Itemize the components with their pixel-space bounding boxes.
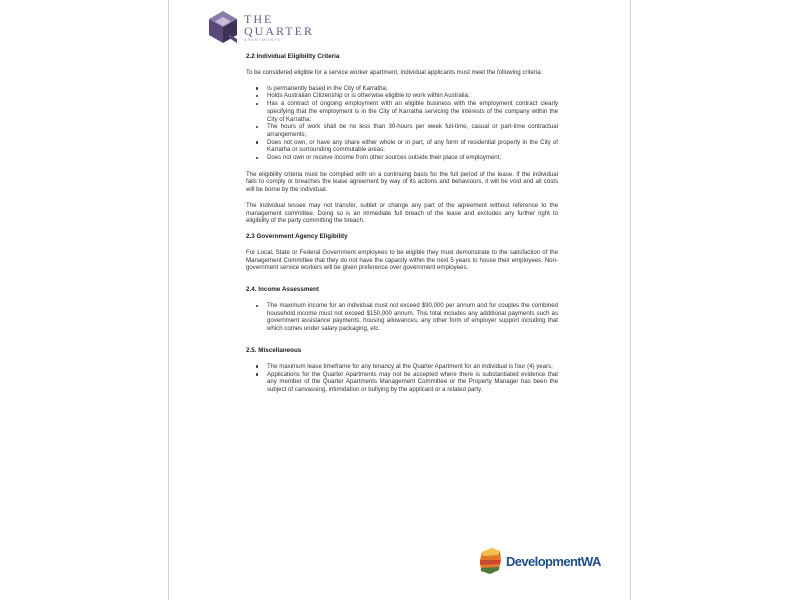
list-item: The maximum income for an individual must not exceed $90,000 per annum and for couples the combined household income must not exceed $150,000 annum. This total includes any additional payments such as government assistance payments, housing allowances, any other form of employer support including that which comes under salary packaging, etc. — [267, 302, 558, 333]
heading-2-5: 2.5. Miscellaneous — [246, 346, 302, 354]
miscellaneous-list — [246, 363, 558, 394]
logo-subtitle: APARTMENTS — [244, 37, 281, 42]
development-wa-text: DevelopmentWA — [506, 554, 601, 569]
quarter-cube-icon — [207, 10, 239, 44]
list-item: Does not own, or have any share either whole or in part, of any form of residential property in the City of Karratha or surrounding commutable areas; — [267, 138, 558, 154]
document-page — [168, 0, 631, 600]
list-item: The maximum lease timeframe for any tenancy at the Quarter Apartment for an individual is four (4) years; — [267, 363, 558, 371]
wa-map-icon — [478, 546, 504, 576]
intro-paragraph: To be considered eligible for a service worker apartment, individual applicants must meet the following criteria: — [246, 69, 543, 76]
heading-2-2: 2.2 Individual Eligibility Criteria — [246, 53, 340, 60]
compliance-paragraph: The eligibility criteria must be complied with on a continuing basis for the full period of the lease. If the individual fails to comply or breaches the lease agreement by way of its actions and behaviours, it will be void and all costs will be borne by the individual. — [246, 170, 558, 194]
logo-name-line2: QUARTER — [244, 24, 314, 38]
document-body — [246, 53, 558, 403]
list-item: Does not own or receive income from other sources outside their place of employment; — [267, 154, 558, 162]
list-item: Applications for the Quarter Apartments may not be accepted where there is substantiated evidence that any member of the Quarter Apartments Management Committee or the Property Manager has been the subject of canvassing, intimidation or bullying by the applicant or a related party. — [267, 370, 558, 393]
list-item: Is permanently based in the City of Karratha; — [267, 85, 558, 93]
list-item: Holds Australian Citizenship or is otherwise eligible to work within Australia; — [267, 92, 558, 100]
heading-2-4: 2.4. Income Assessment — [246, 286, 319, 294]
income-list — [246, 302, 558, 333]
government-paragraph: For Local, State or Federal Government employees to be eligible they must demonstrate to the satisfaction of the Management Committee that they do not have the capacity within the next 5 years to house their employees. Non-government service workers will be given preference over government employees. — [246, 248, 558, 272]
logo-name-line1: THE — [244, 12, 274, 26]
transfer-paragraph: The individual lessee may not transfer, sublet or change any part of the agreement without reference to the management committee. Doing so is an immediate full breach of the lease and excludes any further right to eligibility of the party committing the breach. — [246, 201, 558, 225]
development-wa-logo — [478, 546, 608, 576]
eligibility-criteria-list — [246, 85, 558, 162]
heading-2-3: 2.3 Government Agency Eligibility — [246, 232, 348, 240]
list-item: The hours of work shall be no less than 30-hours per week full-time, casual or part-time contractual arrangements; — [267, 123, 558, 138]
logo-text — [244, 13, 314, 43]
list-item: Has a contract of ongoing employment with an eligible business with the employment contract clearly specifying that the employment is in the City of Karratha servicing the interests of the company within the City of Karratha; — [267, 100, 558, 123]
